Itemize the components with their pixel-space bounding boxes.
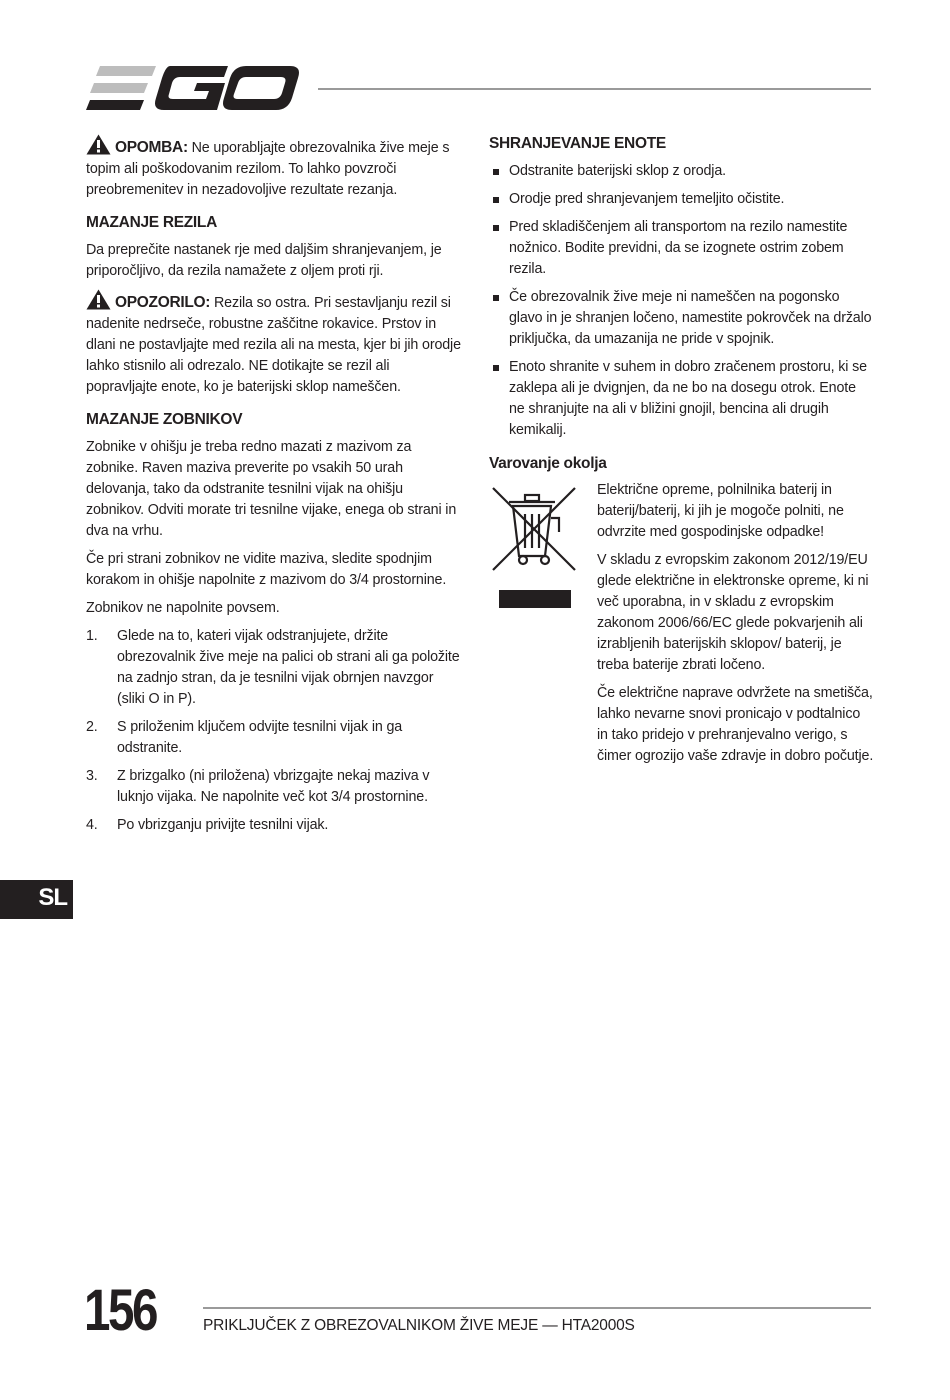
- page-number: 156: [84, 1278, 156, 1343]
- list-item: [489, 287, 874, 350]
- step-text: Z brizgalko (ni priložena) vbrizgajte nekaj maziva v luknjo vijaka. Ne napolnite več kot 3/4 prostornine.: [117, 768, 430, 805]
- list-item: [489, 217, 874, 280]
- footer-rule: [203, 1307, 871, 1309]
- list-item: [86, 626, 464, 710]
- left-column: [86, 134, 464, 843]
- list-item: [86, 717, 464, 759]
- language-code: SL: [38, 884, 67, 911]
- step-text: Glede na to, kateri vijak odstranjujete, držite obrezovalnik žive meje na palici ob strani ali ga položite na zadnjo stran, da je tesnilni vijak obrnjen navzgor (sliki O in P).: [117, 628, 460, 707]
- warning-text: Rezila so ostra. Pri sestavljanju rezil si nadenite nedrseče, robustne zaščitne rokavice. Prstov in dlani ne postavljajte med rezila ali na mesta, kjer bi jih orodje lahko stisnilo ali odrezalo. NE dotikajte se rezil ali popravljajte enote, ko je baterijski sklop nameščen.: [86, 295, 461, 395]
- list-item-text: Če obrezovalnik žive meje ni nameščen na pogonsko glavo in je shranjen ločeno, namestite pokrovček na držalo priključka, da umazanija ne pride v spojnik.: [509, 289, 872, 347]
- step-number: 3.: [86, 768, 98, 784]
- note-opomba: [86, 134, 464, 201]
- heading-gear-lubrication: MAZANJE ZOBNIKOV: [86, 411, 243, 428]
- bullet-square-icon: [493, 225, 499, 231]
- heading-storage: SHRANJEVANJE ENOTE: [489, 135, 666, 152]
- environment-block: [489, 480, 874, 767]
- step-text: S priloženim ključem odvijte tesnilni vijak in ga odstranite.: [117, 719, 403, 756]
- storage-list: [489, 161, 874, 441]
- bullet-square-icon: [493, 295, 499, 301]
- list-item-text: Odstranite baterijski sklop z orodja.: [509, 163, 726, 179]
- bullet-square-icon: [493, 169, 499, 175]
- env-paragraph-1: Električne opreme, polnilnika baterij in baterij/baterij, ki jih je mogoče polniti, ne odvrzite med gospodinjske odpadke!: [597, 482, 844, 540]
- gear-steps-list: [86, 626, 464, 836]
- gears-paragraph-3: Zobnikov ne napolnite povsem.: [86, 600, 280, 616]
- note-text: Ne uporabljajte obrezovalnika žive meje s topim ali poškodovanim rezilom. To lahko povzroči preobremenitev in nezadovoljive rezultate rezanja.: [86, 140, 450, 198]
- ego-logo: [86, 64, 300, 114]
- language-tab: [0, 880, 73, 919]
- list-item: [489, 189, 874, 210]
- warning-triangle-icon: [86, 134, 111, 155]
- list-item-text: Orodje pred shranjevanjem temeljito očistite.: [509, 191, 785, 207]
- crossed-bin-icon: [489, 482, 581, 612]
- list-item: [86, 815, 464, 836]
- blade-text: Da preprečite nastanek rje med daljšim shranjevanjem, je priporočljivo, da rezila namažete z oljem proti rji.: [86, 242, 442, 279]
- step-text: Po vbrizganju privijte tesnilni vijak.: [117, 817, 329, 833]
- bullet-square-icon: [493, 197, 499, 203]
- bullet-square-icon: [493, 365, 499, 371]
- step-number: 2.: [86, 719, 98, 735]
- list-item: [489, 161, 874, 182]
- list-item-text: Pred skladiščenjem ali transportom na rezilo namestite nožnico. Bodite previdni, da se izognete ostrim zobem rezila.: [509, 219, 848, 277]
- list-item-text: Enoto shranite v suhem in dobro zračenem prostoru, ki se zaklepa ali je dvignjen, da ne bo na dosegu otrok. Enote ne shranjujte na ali v bližini gnojil, bencina ali drugih kemikalij.: [509, 359, 867, 438]
- footer-title: PRIKLJUČEK Z OBREZOVALNIKOM ŽIVE MEJE — HTA2000S: [203, 1317, 635, 1334]
- note-label: OPOMBA:: [115, 139, 188, 156]
- warning-label: OPOZORILO:: [115, 294, 211, 311]
- warning-opozorilo: [86, 289, 464, 398]
- warning-triangle-icon: [86, 289, 111, 310]
- environment-text: [597, 480, 874, 767]
- gears-paragraph-2: Če pri strani zobnikov ne vidite maziva, sledite spodnjim korakom in ohišje napolnite z mazivom do 3/4 prostornine.: [86, 551, 447, 588]
- step-number: 4.: [86, 817, 98, 833]
- env-paragraph-2: V skladu z evropskim zakonom 2012/19/EU glede električne in elektronske opreme, ki ni več uporabna, in v skladu z evropskim zakonom 2006/66/EC glede pokvarjenih ali izrabljenih baterijskih sklopov/ baterij, je treba baterije zbrati ločeno.: [597, 552, 869, 673]
- env-paragraph-3: Če električne naprave odvržete na smetišča, lahko nevarne snovi pronicajo v podtalnico in tako pridejo v prehranjevalno verigo, s čimer ogrozijo vaše zdravje in dobro počutje.: [597, 685, 874, 764]
- right-column: [489, 134, 874, 774]
- heading-environment: Varovanje okolja: [489, 455, 607, 472]
- heading-blade-lubrication: MAZANJE REZILA: [86, 214, 217, 231]
- gears-paragraph-1: Zobnike v ohišju je treba redno mazati z mazivom za zobnike. Raven maziva preverite po vsakih 50 urah delovanja, tako da odstranite tesnilni vijak na ohišju zobnikov. Odviti morate tri tesnilne vijake, enega ob strani in dva na vrhu.: [86, 439, 457, 539]
- list-item: [489, 357, 874, 441]
- list-item: [86, 766, 464, 808]
- step-number: 1.: [86, 628, 98, 644]
- header-rule: [318, 88, 871, 90]
